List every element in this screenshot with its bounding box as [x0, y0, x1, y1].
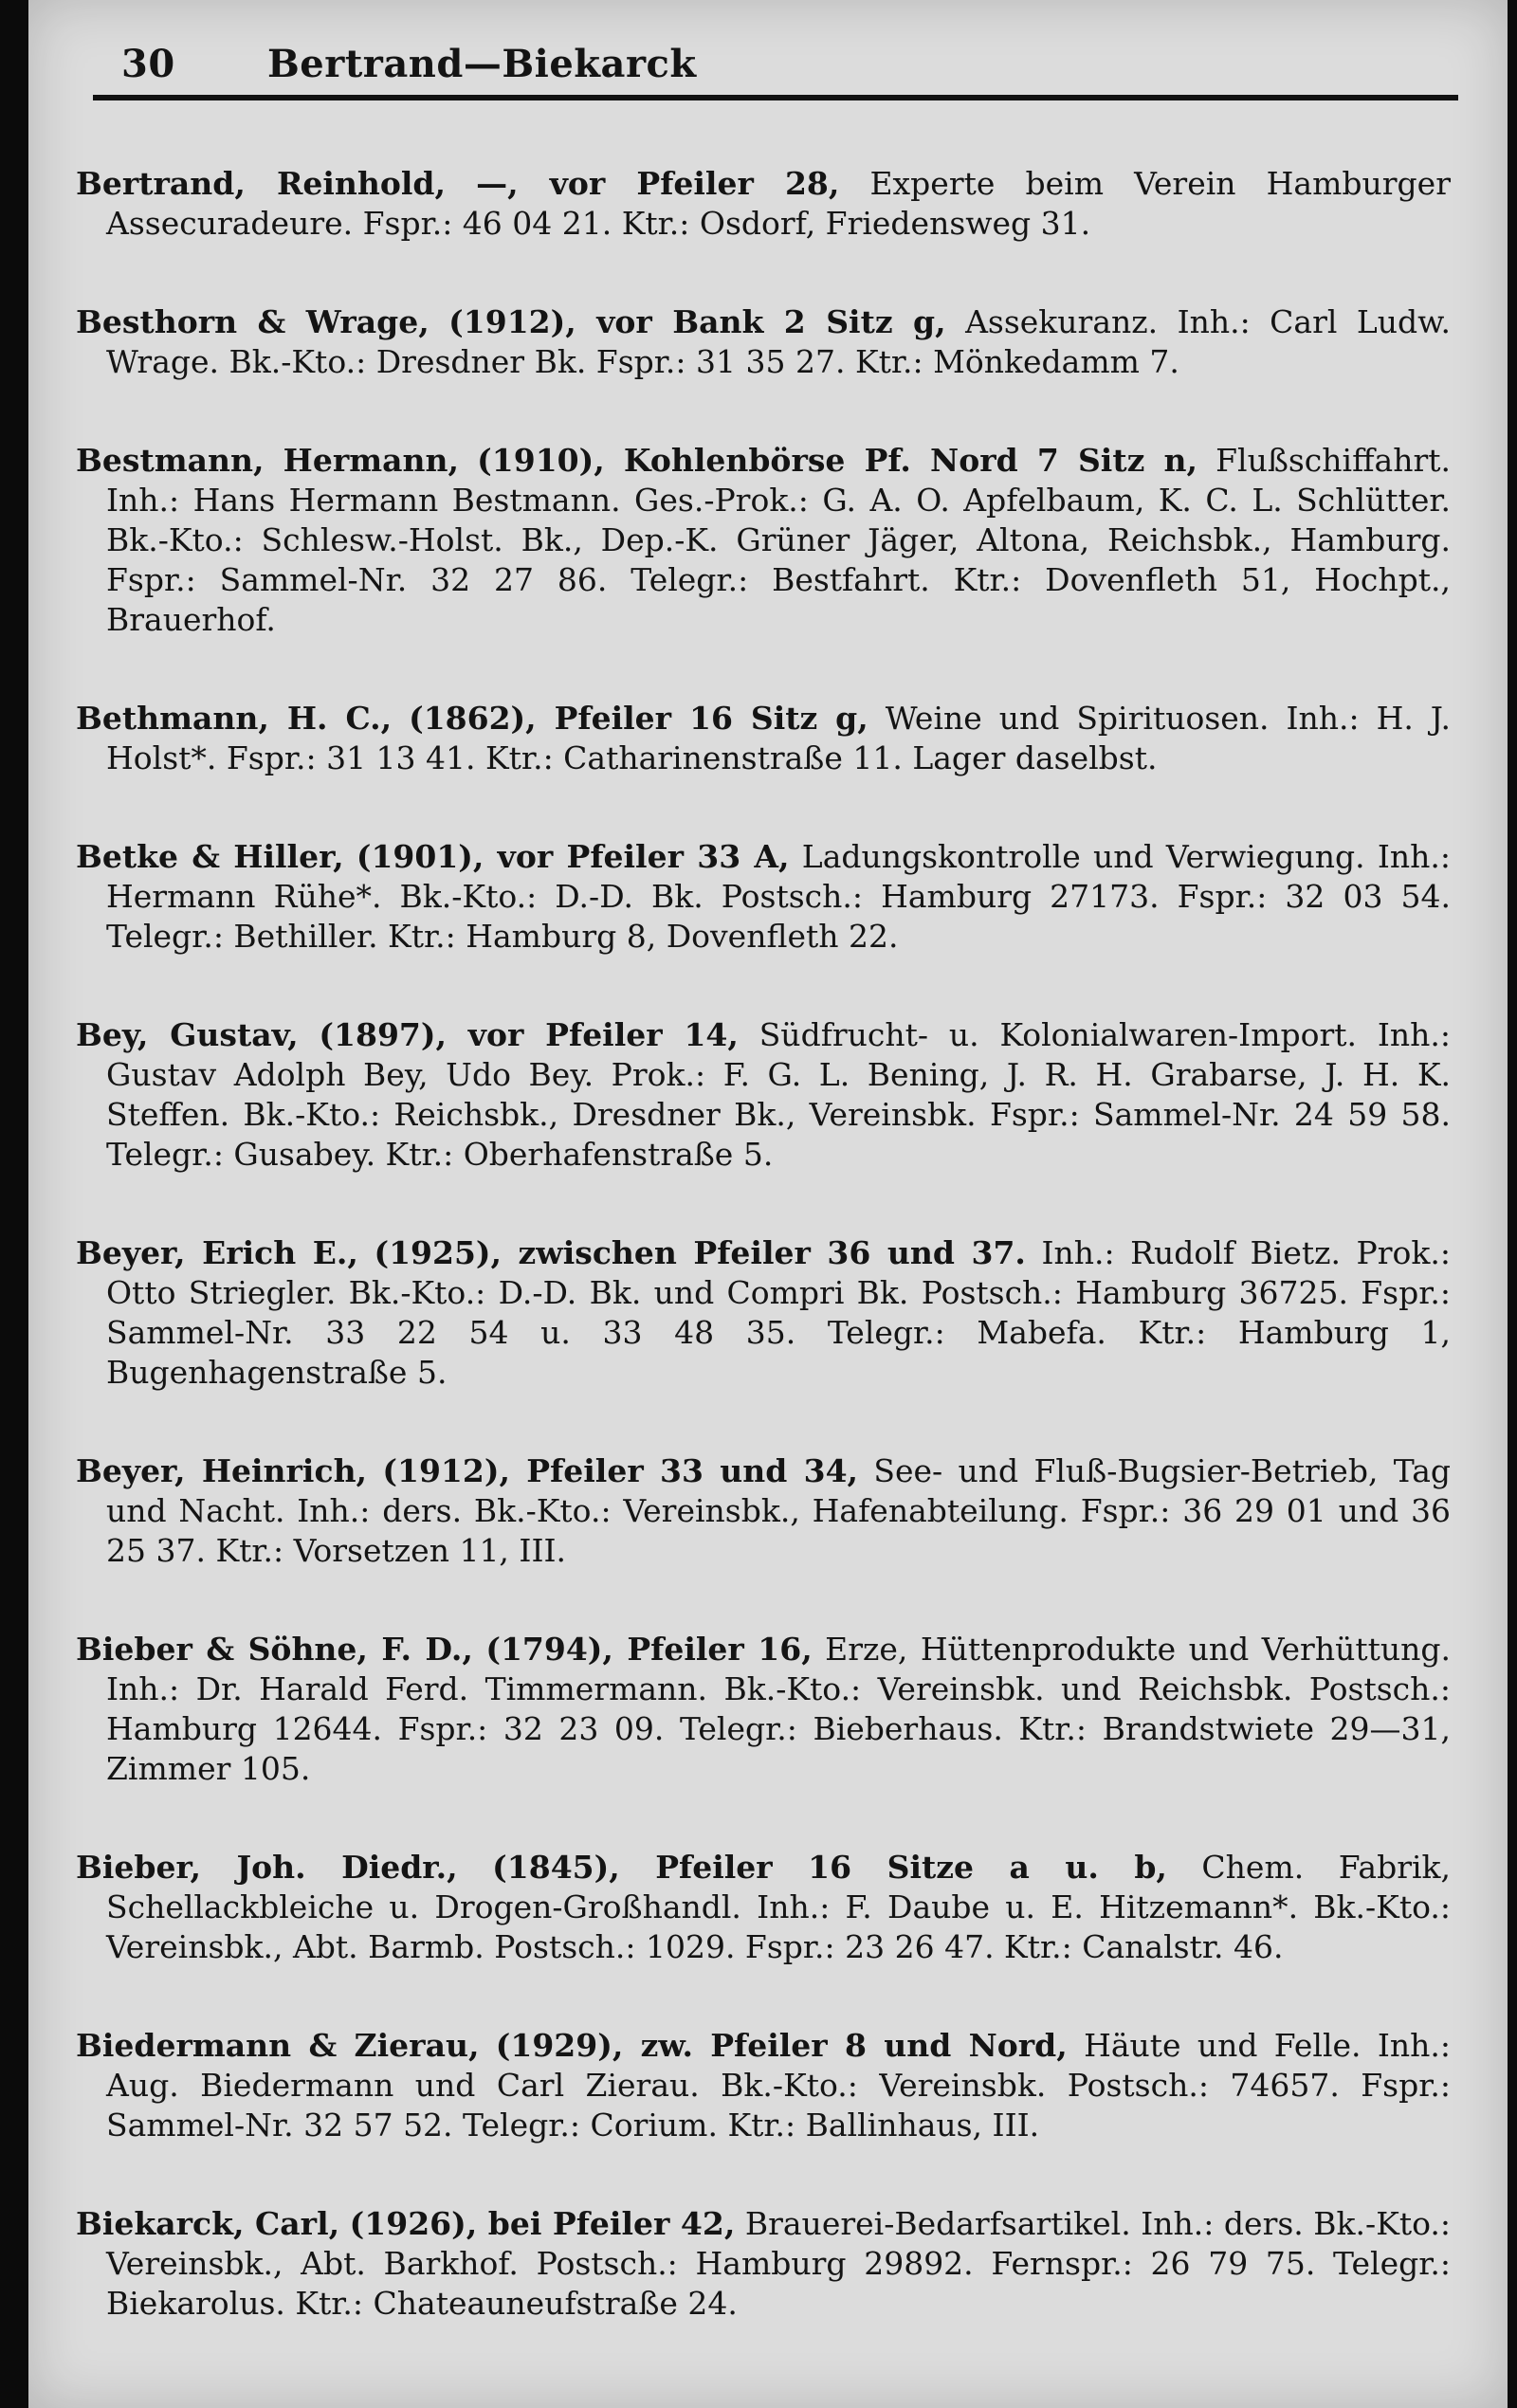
entry-text: Experte beim Verein Hamburger Assecuradeure. Fspr.: 46 04 21. Ktr.: Osdorf, Friedensweg 31.	[106, 165, 1451, 242]
entry-text: Weine und Spirituosen. Inh.: H. J. Holst*. Fspr.: 31 13 41. Ktr.: Catharinenstraße 11. Lager daselbst.	[106, 700, 1451, 776]
entry-location: (1926), bei Pfeiler 42,	[349, 2205, 736, 2242]
entry-text: Ladungskontrolle und Verwiegung. Inh.: Hermann Rühe*. Bk.-Kto.: D.-D. Bk. Postsch.: Hamburg 27173. Fspr.: 32 03 54. Telegr.: Bethiller. Ktr.: Hamburg 8, Dovenfleth 22.	[106, 838, 1451, 955]
entry-location: (1929), zw. Pfeiler 8 und Nord,	[495, 2027, 1068, 2064]
page-number: 30	[121, 42, 175, 86]
entry-bestmann	[76, 441, 1451, 640]
entry-location: (1862), Pfeiler 16 Sitz g,	[409, 700, 868, 737]
entry-name: Bieber, Joh. Diedr.,	[76, 1849, 458, 1886]
running-title: Bertrand—Biekarck	[267, 42, 697, 86]
entry-location: (1912), vor Bank 2 Sitz g,	[448, 303, 946, 340]
header-rule	[93, 95, 1458, 100]
entry-location: (1912), Pfeiler 33 und 34,	[382, 1452, 859, 1489]
entry-location: —, vor Pfeiler 28,	[476, 165, 840, 202]
entry-text: Südfrucht- u. Kolonialwaren-Import. Inh.: Gustav Adolph Bey, Udo Bey. Prok.: F. G. L. Bening, J. R. H. Grabarse, J. H. K. Steffen. Bk.-Kto.: Reichsbk., Dresdner Bk., Vereinsbk. Fspr.: Sammel-Nr. 24 59 58. Telegr.: Gusabey. Ktr.: Oberhafenstraße 5.	[106, 1016, 1451, 1173]
entry-text: Brauerei-Bedarfsartikel. Inh.: ders. Bk.-Kto.: Vereinsbk., Abt. Barkhof. Postsch.: Hamburg 29892. Fernspr.: 26 79 75. Telegr.: Biekarolus. Ktr.: Chateauneufstraße 24.	[106, 2205, 1451, 2322]
entry-betke-hiller	[76, 837, 1451, 957]
entry-location: (1925), zwischen Pfeiler 36 und 37.	[374, 1234, 1026, 1271]
entry-besthorn-wrage	[76, 302, 1451, 382]
entry-location: (1901), vor Pfeiler 33 A,	[356, 838, 790, 875]
entry-name: Beyer, Heinrich,	[76, 1452, 368, 1489]
entry-beyer-erich	[76, 1233, 1451, 1393]
entry-location: (1910), Kohlenbörse Pf. Nord 7 Sitz n,	[477, 442, 1197, 479]
entry-name: Bestmann, Hermann,	[76, 442, 459, 479]
entry-text: Chem. Fabrik, Schellackbleiche u. Drogen-Großhandl. Inh.: F. Daube u. E. Hitzemann*. Bk.-Kto.: Vereinsbk., Abt. Barmb. Postsch.: 1029. Fspr.: 23 26 47. Ktr.: Canalstr. 46.	[106, 1849, 1452, 1965]
page-header	[93, 34, 1458, 100]
entry-bieber-soehne	[76, 1630, 1451, 1789]
entry-name: Bertrand, Reinhold,	[76, 165, 446, 202]
entry-name: Bey, Gustav,	[76, 1016, 299, 1053]
entry-name: Bieber & Söhne, F. D.,	[76, 1631, 473, 1668]
entry-name: Biedermann & Zierau,	[76, 2027, 480, 2064]
entry-biedermann-zierau	[76, 2026, 1451, 2145]
entry-list	[76, 133, 1451, 2382]
entry-name: Bethmann, H. C.,	[76, 700, 393, 737]
entry-bertrand	[76, 164, 1451, 244]
entry-text: Häute und Felle. Inh.: Aug. Biedermann und Carl Zierau. Bk.-Kto.: Vereinsbk. Postsch.: 74657. Fspr.: Sammel-Nr. 32 57 52. Telegr.: Corium. Ktr.: Ballinhaus, III.	[106, 2027, 1451, 2143]
entry-location: (1845), Pfeiler 16 Sitze a u. b,	[492, 1849, 1167, 1886]
entry-biekarck	[76, 2204, 1451, 2324]
entry-bieber-joh	[76, 1848, 1451, 1967]
entry-name: Betke & Hiller,	[76, 838, 344, 875]
entry-text: Assekuranz. Inh.: Carl Ludw. Wrage. Bk.-Kto.: Dresdner Bk. Fspr.: 31 35 27. Ktr.: Mönkedamm 7.	[106, 303, 1452, 380]
entry-location: (1794), Pfeiler 16,	[485, 1631, 813, 1668]
entry-bey	[76, 1015, 1451, 1175]
entry-bethmann	[76, 699, 1451, 778]
entry-text: See- und Fluß-Bugsier-Betrieb, Tag und Nacht. Inh.: ders. Bk.-Kto.: Vereinsbk., Hafenabteilung. Fspr.: 36 29 01 und 36 25 37. Ktr.: Vorsetzen 11, III.	[106, 1452, 1451, 1569]
entry-beyer-heinrich	[76, 1451, 1451, 1571]
entry-name: Beyer, Erich E.,	[76, 1234, 358, 1271]
entry-text: Erze, Hüttenprodukte und Verhüttung. Inh.: Dr. Harald Ferd. Timmermann. Bk.-Kto.: Vereinsbk. und Reichsbk. Postsch.: Hamburg 12644. Fspr.: 32 23 09. Telegr.: Bieberhaus. Ktr.: Brandstwiete 29—31, Zimmer 105.	[106, 1631, 1451, 1787]
entry-text: Inh.: Rudolf Bietz. Prok.: Otto Striegler. Bk.-Kto.: D.-D. Bk. und Compri Bk. Postsch.: Hamburg 36725. Fspr.: Sammel-Nr. 33 22 54 u. 33 48 35. Telegr.: Mabefa. Ktr.: Hamburg 1, Bugenhagenstraße 5.	[106, 1234, 1451, 1391]
entry-name: Besthorn & Wrage,	[76, 303, 430, 340]
entry-location: (1897), vor Pfeiler 14,	[319, 1016, 739, 1053]
entry-text: Flußschiffahrt. Inh.: Hans Hermann Bestmann. Ges.-Prok.: G. A. O. Apfelbaum, K. C. L. Schlütter. Bk.-Kto.: Schlesw.-Holst. Bk., Dep.-K. Grüner Jäger, Altona, Reichsbk., Hamburg. Fspr.: Sammel-Nr. 32 27 86. Telegr.: Bestfahrt. Ktr.: Dovenfleth 51, Hochpt., Brauerhof.	[106, 442, 1451, 638]
entry-name: Biekarck, Carl,	[76, 2205, 340, 2242]
directory-page	[28, 0, 1508, 2408]
